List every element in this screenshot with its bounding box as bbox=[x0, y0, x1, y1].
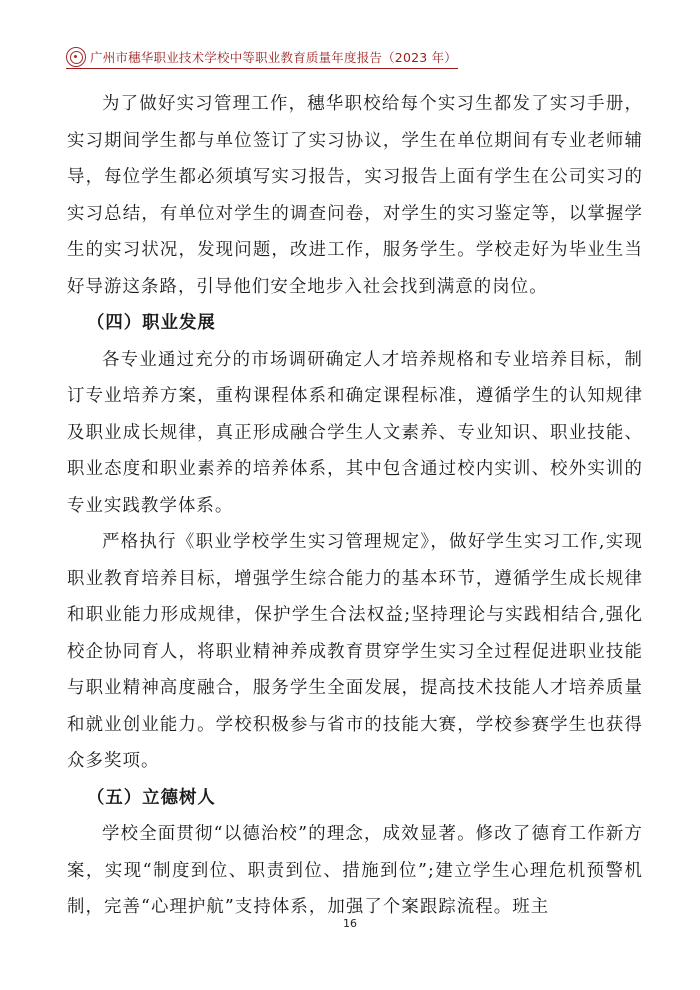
header-rule bbox=[66, 68, 458, 69]
section-heading-moral: （五）立德树人 bbox=[87, 787, 216, 808]
paragraph-career-1: 各专业通过充分的市场调研确定人才培养规格和专业培养目标，制订专业培养方案，重构课程体系和确定课程标准，遵循学生的认知规律及职业成长规律，真正形成融合学生人文素养、专业知识、职业技能、职业态度和职业素养的培养体系，其中包含通过校内实训、校外实训的专业实践教学体系。 bbox=[67, 349, 643, 516]
paragraph-moral: 学校全面贯彻“以德治校”的理念，成效显著。修改了德育工作新方案，实现“制度到位、职责到位、措施到位”;建立学生心理危机预警机制，完善“心理护航”支持体系，加强了个案跟踪流程。班主 bbox=[67, 824, 643, 917]
paragraph-internship: 为了做好实习管理工作，穗华职校给每个实习生都发了实习手册，实习期间学生都与单位签订了实习协议，学生在单位期间有专业老师辅导，每位学生都必须填写实习报告，实习报告上面有学生在公司实习的实习总结，有单位对学生的调查问卷，对学生的实习鉴定等，以掌握学生的实习状况，发现问题，改进工作，服务学生。学校走好为毕业生当好导游这条路，引导他们安全地步入社会找到满意的岗位。 bbox=[67, 94, 643, 297]
header-title: 广州市穗华职业技术学校中等职业教育质量年度报告（2023 年） bbox=[90, 50, 457, 65]
paragraph-career-2: 严格执行《职业学校学生实习管理规定》，做好学生实习工作,实现职业教育培养目标，增强学生综合能力的基本环节，遵循学生成长规律和职业能力形成规律，保护学生合法权益;坚持理论与实践相结合,强化校企协同育人，将职业精神养成教育贯穿学生实习全过程促进职业技能与职业精神高度融合，服务学生全面发展，提高技术技能人才培养质量和就业创业能力。学校积极参与省市的技能大赛，学校参赛学生也获得众多奖项。 bbox=[67, 532, 643, 771]
school-seal-icon bbox=[66, 47, 86, 67]
section-heading-career: （四）职业发展 bbox=[87, 313, 216, 333]
page-body bbox=[67, 86, 643, 926]
page-number: 16 bbox=[343, 917, 357, 930]
page-header bbox=[66, 46, 458, 68]
